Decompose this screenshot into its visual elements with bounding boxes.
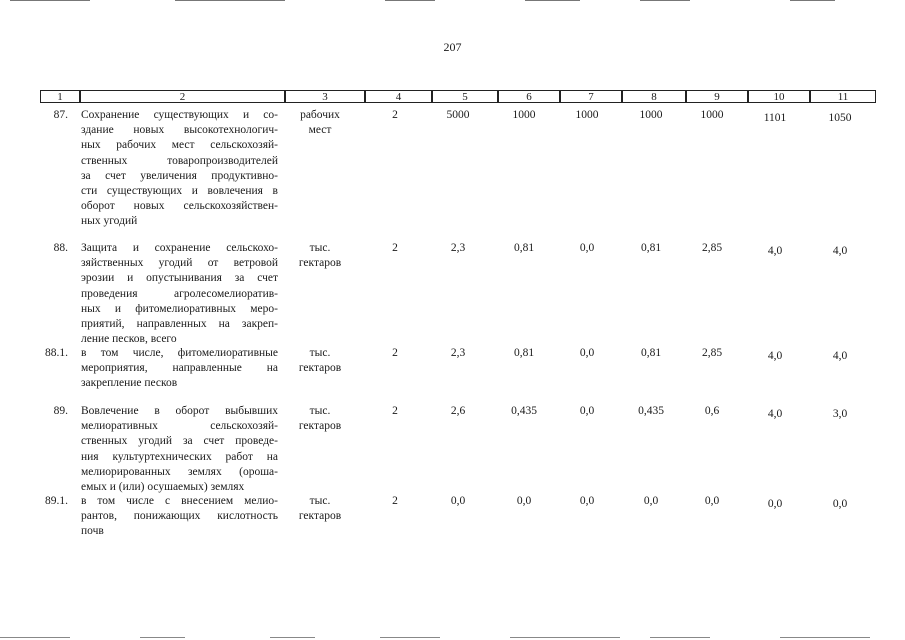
row-description-line: эрозии и опустынивания за счет: [81, 272, 278, 285]
row-description-line: здание новых высокотехнологич-: [81, 124, 278, 137]
row-description-line: ственных угодий за счет проведе-: [81, 435, 278, 448]
row-value-col-7: 0,0: [579, 405, 595, 417]
row-description-line: за счет увеличения продуктивно-: [81, 169, 278, 182]
row-value-col-10: 4,0: [767, 408, 783, 420]
header-cell-col-7: 7: [560, 90, 622, 103]
row-value-col-7: 1000: [575, 109, 599, 121]
row-description-line: мероприятия, направленные на: [81, 362, 278, 375]
scan-edge-line: [380, 637, 440, 638]
row-description-line: проведения агролесомелиоратив-: [81, 287, 278, 300]
row-value-col-11: 3,0: [832, 408, 848, 420]
row-number: 89.1.: [45, 495, 68, 507]
scan-edge-line: [140, 637, 185, 638]
row-value-col-6: 0,435: [511, 405, 537, 417]
row-description-line: рантов, понижающих кислотность: [81, 510, 278, 523]
row-unit: гектаров: [298, 362, 342, 375]
row-value-col-5: 5000: [446, 109, 470, 121]
scan-edge-line: [525, 0, 580, 1]
row-description-line: мелиоративных сельскохозяй-: [81, 420, 278, 433]
header-cell-col-5: 5: [432, 90, 498, 103]
row-value-col-8: 0,81: [640, 347, 662, 359]
row-number: 87.: [53, 109, 68, 121]
row-description-line: в том числе с внесением мелио-: [81, 495, 278, 507]
row-value-col-4: 2: [392, 495, 398, 507]
row-value-col-4: 2: [392, 242, 398, 254]
row-description-line: Вовлечение в оборот выбывших: [81, 405, 278, 417]
row-unit: тыс.: [309, 495, 331, 507]
row-description-line: оборот новых сельскохозяйствен-: [81, 200, 278, 213]
row-description-line: Защита и сохранение сельскохо-: [81, 242, 278, 254]
row-value-col-8: 0,0: [643, 495, 659, 507]
row-value-col-5: 2,3: [450, 242, 466, 254]
header-cell-col-1: 1: [40, 90, 80, 103]
row-description-line: ных и фитомелиоративных меро-: [81, 302, 278, 315]
header-cell-col-9: 9: [686, 90, 748, 103]
page-number: 207: [443, 40, 462, 54]
row-value-col-6: 0,81: [513, 242, 535, 254]
row-description-line: ление песков, всего: [81, 333, 177, 346]
scan-edge-line: [10, 0, 90, 1]
row-value-col-10: 1101: [763, 112, 787, 124]
row-unit: тыс.: [309, 405, 331, 417]
row-value-col-9: 2,85: [701, 347, 723, 359]
scan-edge-line: [0, 637, 70, 638]
row-number: 88.1.: [45, 347, 68, 359]
row-value-col-7: 0,0: [579, 495, 595, 507]
scan-edge-line: [780, 637, 870, 638]
row-value-col-7: 0,0: [579, 347, 595, 359]
row-value-col-9: 0,6: [704, 405, 720, 417]
row-value-col-9: 2,85: [701, 242, 723, 254]
row-number: 89.: [53, 405, 68, 417]
row-value-col-6: 0,81: [513, 347, 535, 359]
row-description-line: ных угодий: [81, 215, 138, 228]
row-value-col-4: 2: [392, 347, 398, 359]
row-value-col-5: 0,0: [450, 495, 466, 507]
row-value-col-9: 1000: [700, 109, 724, 121]
row-unit: мест: [308, 124, 332, 137]
scan-edge-line: [650, 637, 710, 638]
scan-edge-line: [270, 637, 315, 638]
row-value-col-10: 0,0: [767, 498, 783, 510]
row-unit: гектаров: [298, 257, 342, 270]
row-value-col-11: 1050: [828, 112, 852, 124]
row-description-line: ственных товаропроизводителей: [81, 154, 278, 167]
row-description-line: почв: [81, 525, 104, 538]
row-description-line: сти существующих и вовлечения в: [81, 185, 278, 197]
row-unit: гектаров: [298, 420, 342, 433]
row-unit: гектаров: [298, 510, 342, 523]
row-value-col-8: 1000: [639, 109, 663, 121]
scan-edge-line: [640, 0, 690, 1]
header-cell-col-6: 6: [498, 90, 560, 103]
table-header: [40, 90, 876, 104]
row-value-col-5: 2,6: [450, 405, 466, 417]
row-value-col-5: 2,3: [450, 347, 466, 359]
row-number: 88.: [53, 242, 68, 254]
scan-edge-line: [510, 637, 620, 638]
row-unit: тыс.: [309, 242, 331, 254]
row-value-col-7: 0,0: [579, 242, 595, 254]
row-description-line: приятий, направленных на закреп-: [81, 318, 278, 330]
row-description-line: в том числе, фитомелиоративные: [81, 347, 278, 359]
row-value-col-8: 0,435: [638, 405, 664, 417]
row-value-col-4: 2: [392, 109, 398, 121]
row-value-col-11: 0,0: [832, 498, 848, 510]
row-description-line: закрепление песков: [81, 377, 178, 390]
row-value-col-11: 4,0: [832, 245, 848, 257]
row-value-col-6: 0,0: [516, 495, 532, 507]
header-cell-col-3: 3: [285, 90, 365, 103]
scan-edge-line: [385, 0, 435, 1]
header-cell-col-10: 10: [748, 90, 810, 103]
row-value-col-4: 2: [392, 405, 398, 417]
header-cell-col-4: 4: [365, 90, 432, 103]
row-unit: тыс.: [309, 347, 331, 359]
row-value-col-9: 0,0: [704, 495, 720, 507]
row-description-line: емых и (или) осушаемых) землях: [81, 481, 245, 493]
row-description-line: зяйственных угодий от ветровой: [81, 257, 278, 270]
row-value-col-8: 0,81: [640, 242, 662, 254]
row-description-line: ных рабочих мест сельскохозяй-: [81, 139, 278, 152]
header-cell-col-8: 8: [622, 90, 686, 103]
scan-edge-line: [790, 0, 835, 1]
row-unit: рабочих: [300, 109, 340, 121]
row-value-col-10: 4,0: [767, 350, 783, 362]
row-description-line: мелиорированных землях (ороша-: [81, 465, 278, 478]
row-value-col-11: 4,0: [832, 350, 848, 362]
row-value-col-6: 1000: [512, 109, 536, 121]
row-description-line: Сохранение существующих и со-: [81, 109, 278, 121]
row-description-line: ния культуртехнических работ на: [81, 450, 278, 463]
header-cell-col-2: 2: [80, 90, 285, 103]
row-value-col-10: 4,0: [767, 245, 783, 257]
header-cell-col-11: 11: [810, 90, 876, 103]
scan-edge-line: [175, 0, 285, 1]
